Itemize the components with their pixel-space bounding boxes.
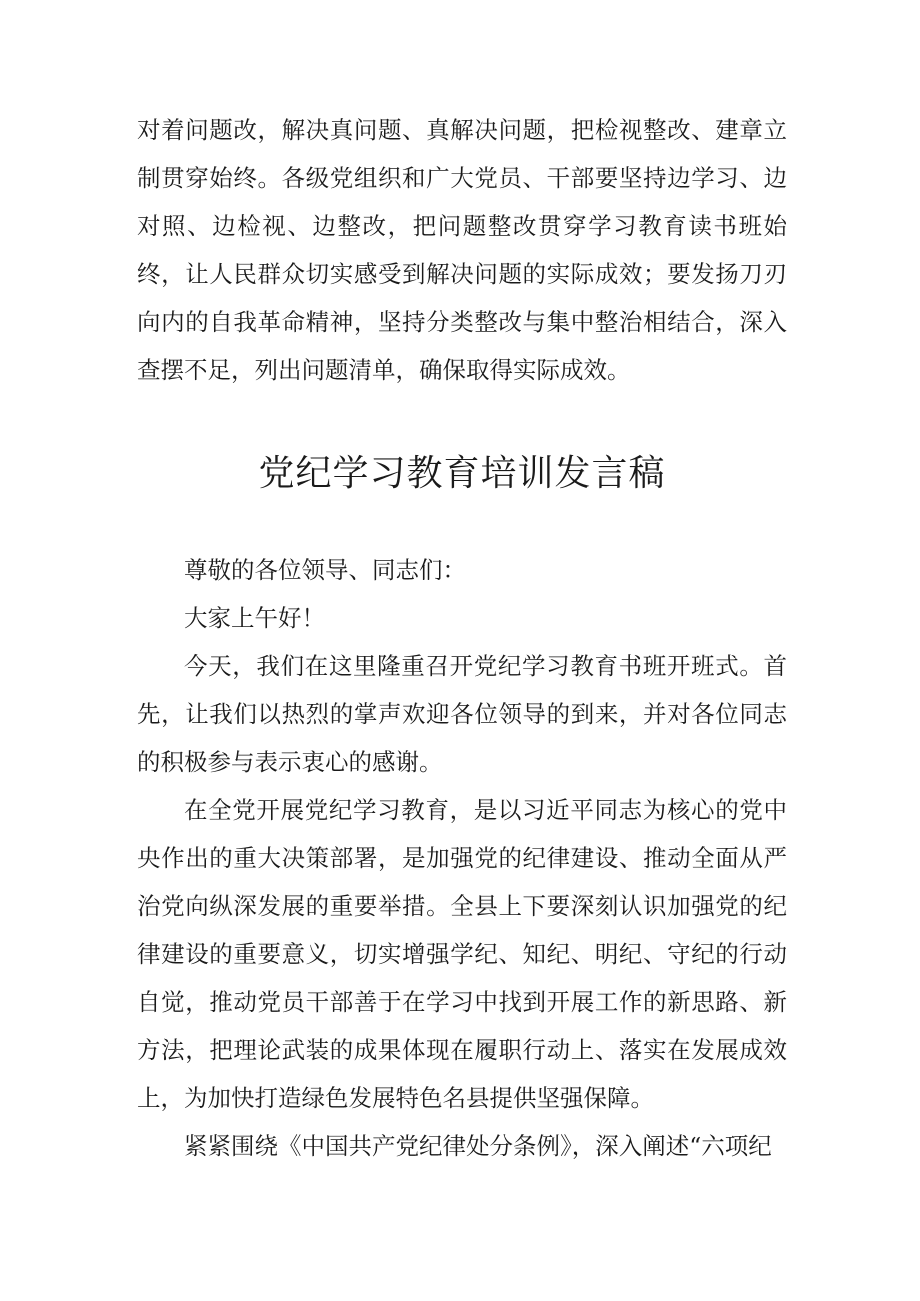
document-title: 党纪学习教育培训发言稿 — [258, 453, 666, 494]
greeting: 大家上午好！ — [184, 604, 325, 632]
body-paragraph-3: 紧紧围绕《中国共产党纪律处分条例》，深入阐述“六项纪 — [184, 1132, 772, 1160]
salutation: 尊敬的各位领导、同志们： — [184, 556, 466, 584]
document-page — [137, 106, 787, 1170]
intro-paragraph: 对着问题改，解决真问题、真解决问题，把检视整改、建章立制贯穿始终。各级党组织和广大党员、干部要坚持边学习、边对照、边检视、边整改，把问题整改贯穿学习教育读书班始终，让人民群众切实感受到解决问题的实际成效；要发扬刀刃向内的自我革命精神，坚持分类整改与集中整治相结合，深入查摆不足，列出问题清单，确保取得实际成效。 — [137, 116, 787, 384]
body-paragraph-2: 在全党开展党纪学习教育，是以习近平同志为核心的党中央作出的重大决策部署，是加强党的纪律建设、推动全面从严治党向纵深发展的重要举措。全县上下要深刻认识加强党的纪律建设的重要意义，切实增强学纪、知纪、明纪、守纪的行动自觉，推动党员干部善于在学习中找到开展工作的新思路、新方法，把理论武装的成果体现在履职行动上、落实在发展成效上，为加快打造绿色发展特色名县提供坚强保障。 — [137, 796, 787, 1112]
body-paragraph-1: 今天，我们在这里隆重召开党纪学习教育书班开班式。首先，让我们以热烈的掌声欢迎各位领导的到来，并对各位同志的积极参与表示衷心的感谢。 — [137, 652, 787, 776]
